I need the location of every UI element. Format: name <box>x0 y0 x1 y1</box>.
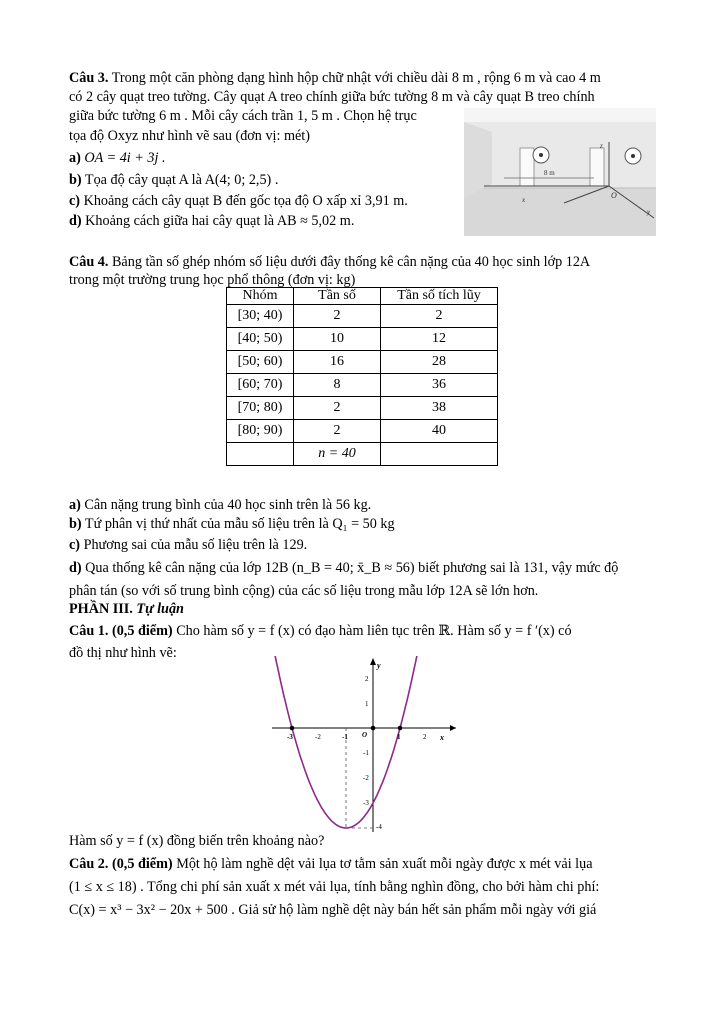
y-axis-arrow <box>370 658 376 665</box>
cau3-line-1: Câu 3. Trong một căn phòng dạng hình hộp chữ nhật với chiều dài 8 m , rộng 6 m và cao 4 m <box>69 70 601 86</box>
part3-heading: PHẦN III. Tự luận <box>69 601 184 617</box>
x-tick-label: 1 <box>397 733 401 741</box>
cau4-statement-d: d) Qua thống kê cân nặng của lớp 12B (n_B = 40; x̄_B ≈ 56) biết phương sai là 131, vậy mức độ <box>69 560 619 576</box>
cau3-line-2: có 2 cây quạt treo tường. Cây quạt A treo chính giữa bức tường 8 m và cây quạt B treo chính <box>69 89 595 105</box>
y-tick-label: -1 <box>363 749 369 757</box>
derivative-graph <box>272 656 462 832</box>
part3-cau2-line-1: Câu 2. (0,5 điểm) Một hộ làm nghề dệt vải lụa tơ tằm sản xuất mỗi ngày được x mét vải lụa <box>69 856 593 872</box>
label-origin: O <box>611 191 617 200</box>
room-figure <box>464 108 656 236</box>
table-row: [70; 80) 2 38 <box>227 397 498 420</box>
part3-cau1-title: Câu 1. (0,5 điểm) <box>69 623 173 639</box>
cau4-statement-b: b) Tứ phân vị thứ nhất của mẫu số liệu trên là Q₁ = 50 kg <box>69 516 395 532</box>
x-tick-label: -1 <box>342 733 348 741</box>
cau3-line-4: tọa độ Oxyz như hình vẽ sau (đơn vị: mét) <box>69 128 310 144</box>
part3-cau1-line-2: đồ thị như hình vẽ: <box>69 645 177 661</box>
cau4-title: Câu 4. <box>69 254 109 270</box>
cau3-title: Câu 3. <box>69 70 109 86</box>
cau3-statement-c: c) Khoảng cách cây quạt B đến gốc tọa độ O xấp xỉ 3,91 m. <box>69 193 408 209</box>
cau3-statement-b: b) Tọa độ cây quạt A là A(4; 0; 2,5) . <box>69 172 279 188</box>
header-cumulative: Tần số tích lũy <box>381 288 498 305</box>
cau3-statement-d: d) Khoảng cách giữa hai cây quạt là AB ≈ 5,02 m. <box>69 213 355 229</box>
label-y-axis: y <box>647 208 651 216</box>
cau4-statement-c: c) Phương sai của mẫu số liệu trên là 129. <box>69 537 308 553</box>
table-row: [30; 40) 2 2 <box>227 305 498 328</box>
y-tick-label: -3 <box>363 799 369 807</box>
part3-cau2-line-2: (1 ≤ x ≤ 18) . Tổng chi phí sản xuất x mét vải lụa, tính bằng nghìn đồng, cho bởi hàm chi phí: <box>69 879 600 895</box>
y-tick-label: -4 <box>376 823 382 831</box>
table-row: [80; 90) 2 40 <box>227 420 498 443</box>
header-frequency: Tần số <box>294 288 381 305</box>
origin-point <box>371 726 376 731</box>
derivative-graph-svg <box>272 656 462 832</box>
table-row: [60; 70) 8 36 <box>227 374 498 397</box>
cau3-line-3: giữa bức tường 6 m . Mỗi cây cách trần 1, 5 m . Chọn hệ trục <box>69 108 417 124</box>
y-tick-label: 1 <box>365 700 369 708</box>
table-row: [40; 50) 10 12 <box>227 328 498 351</box>
root-point-right <box>398 726 403 731</box>
cau4-statement-a: a) Cân nặng trung bình của 40 học sinh trên là 56 kg. <box>69 497 372 513</box>
part3-cau2-title: Câu 2. (0,5 điểm) <box>69 856 173 872</box>
cau3-statement-a: a) OA = 4i + 3j . <box>69 150 166 166</box>
frequency-table <box>226 287 498 466</box>
cau4-statement-d-cont: phân tán (so với số trung bình cộng) của các số liệu trong mẫu lớp 12A sẽ lớn hơn. <box>69 583 539 599</box>
room-illustration <box>464 108 656 236</box>
cau4-line-1: Câu 4. Bảng tần số ghép nhóm số liệu dưới đây thống kê cân nặng của 40 học sinh lớp 12A <box>69 254 591 270</box>
part3-cau1-line-1: Câu 1. (0,5 điểm) Cho hàm số y = f (x) có đạo hàm liên tục trên ℝ. Hàm số y = f ′(x) có <box>69 623 572 639</box>
y-axis-label: y <box>377 661 381 670</box>
x-tick-label: -3 <box>287 733 293 741</box>
table-row: [50; 60) 16 28 <box>227 351 498 374</box>
origin-label: O <box>362 731 368 739</box>
y-tick-label: 2 <box>365 675 369 683</box>
x-axis-arrow <box>450 725 456 731</box>
x-tick-label: 2 <box>423 733 427 741</box>
cau4-line-2: trong một trường trung học phổ thông (đơn vị: kg) <box>69 272 356 288</box>
label-x-axis: x <box>522 196 526 204</box>
root-point-left <box>290 726 295 731</box>
part3-cau2-line-3: C(x) = x³ − 3x² − 20x + 500 . Giả sử hộ làm nghề dệt này bán hết sản phẩm mỗi ngày với giá <box>69 902 597 918</box>
label-z-axis: z <box>600 142 603 150</box>
table-header-row <box>227 288 498 305</box>
part3-cau1-question: Hàm số y = f (x) đồng biến trên khoảng nào? <box>69 833 325 849</box>
table-total-row <box>227 443 498 466</box>
x-axis-label: x <box>440 733 444 742</box>
x-tick-label: -2 <box>315 733 321 741</box>
label-8m: 8 m <box>544 169 555 177</box>
y-tick-label: -2 <box>363 774 369 782</box>
total-n: n = 40 <box>294 443 381 466</box>
header-group: Nhóm <box>227 288 294 305</box>
